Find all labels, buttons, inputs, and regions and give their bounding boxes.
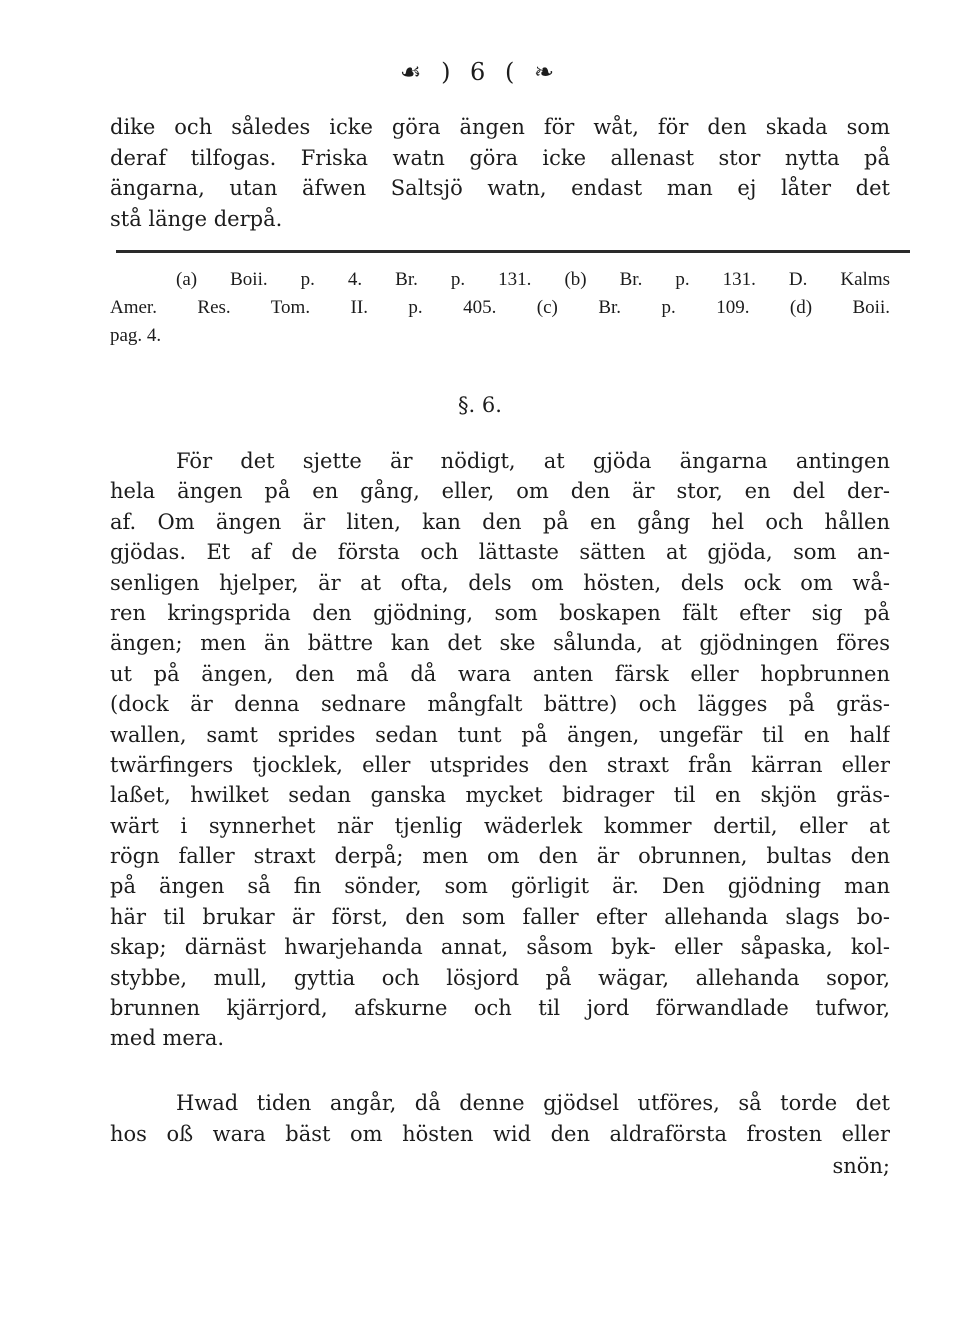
text-line: ängen; men än bättre kan det ske sålunda, at gjödningen föres bbox=[110, 631, 890, 656]
text-line: stå länge derpå. bbox=[110, 206, 283, 231]
text-line: ut på ängen, den må då wara anten färsk eller hopbrunnen bbox=[110, 661, 890, 686]
footnote-line: Amer. Res. Tom. II. p. 405. (c) Br. p. 109. (d) Boii. bbox=[110, 297, 890, 318]
text-line: här til brukar är först, den som faller efter allehanda slags bo- bbox=[110, 904, 890, 929]
footnote-line: pag. 4. bbox=[110, 325, 162, 346]
text-line: af. Om ängen är liten, kan den på en gång hel och hållen bbox=[110, 509, 890, 534]
text-line: senligen hjelper, är at ofta, dels om hösten, dels ock om wå- bbox=[110, 570, 890, 595]
page-header: ☙ ) 6 ( ❧ bbox=[399, 58, 561, 86]
text-line: stybbe, mull, gyttia och lösjord på wägar, allehanda sopor, bbox=[110, 965, 890, 990]
text-line: (dock är denna sednare mångfalt bättre) och lägges på gräs- bbox=[110, 692, 890, 717]
text-line: För det sjette är nödigt, at gjöda ängarna antingen bbox=[176, 449, 890, 473]
text-line: laßet, hwilket sedan ganska mycket bidrager til en skjön gräs- bbox=[110, 783, 890, 808]
text-line: brunnen kjärrjord, afskurne och til jord förwandlade tufwor, bbox=[110, 996, 890, 1021]
text-line: gjödas. Et af de första och lättaste sätten at gjöda, som an- bbox=[110, 540, 890, 565]
text-line: wallen, samt sprides sedan tunt på ängen, ungefär til en half bbox=[110, 722, 890, 747]
text-line: twärfingers tjocklek, eller utsprides den straxt från kärran eller bbox=[110, 752, 890, 777]
footnote-divider bbox=[116, 250, 910, 253]
text-line: på ängen så fin sönder, som görligit är. Den gjödning man bbox=[110, 874, 890, 899]
text-line: med mera. bbox=[110, 1026, 225, 1051]
top-paragraph bbox=[110, 112, 890, 234]
paragraph-2 bbox=[110, 1088, 890, 1149]
catchword: snön; bbox=[832, 1154, 890, 1178]
text-line: wärt i synnerhet när tjenlig wäderlek kommer dertil, eller at bbox=[110, 813, 890, 838]
text-line: ängarna, utan äfwen Saltsjö watn, endast man ej låter det bbox=[110, 176, 890, 200]
footnote-line: (a) Boii. p. 4. Br. p. 131. (b) Br. p. 131. D. Kalms bbox=[176, 269, 890, 290]
text-line: skap; därnäst hwarjehanda annat, såsom byk- eller såpaska, kol- bbox=[110, 935, 890, 960]
text-line: deraf tilfogas. Friska watn göra icke allenast stor nytta på bbox=[110, 145, 890, 170]
paragraph-1 bbox=[110, 446, 890, 1054]
footnotes bbox=[110, 266, 890, 350]
text-line: dike och således icke göra ängen för wåt, för den skada som bbox=[110, 115, 890, 139]
section-heading: §. 6. bbox=[458, 393, 502, 417]
text-line: rögn faller straxt derpå; men om den är obrunnen, bultas den bbox=[110, 844, 890, 869]
text-line: ren kringsprida den gjödning, som boskapen fält efter sig på bbox=[110, 600, 890, 625]
text-line: Hwad tiden angår, då denne gjödsel utföres, så torde det bbox=[176, 1091, 890, 1115]
text-line: hos oß wara bäst om hösten wid den aldraförsta frosten eller bbox=[110, 1121, 890, 1146]
text-line: hela ängen på en gång, eller, om den är stor, en del der- bbox=[110, 479, 890, 504]
